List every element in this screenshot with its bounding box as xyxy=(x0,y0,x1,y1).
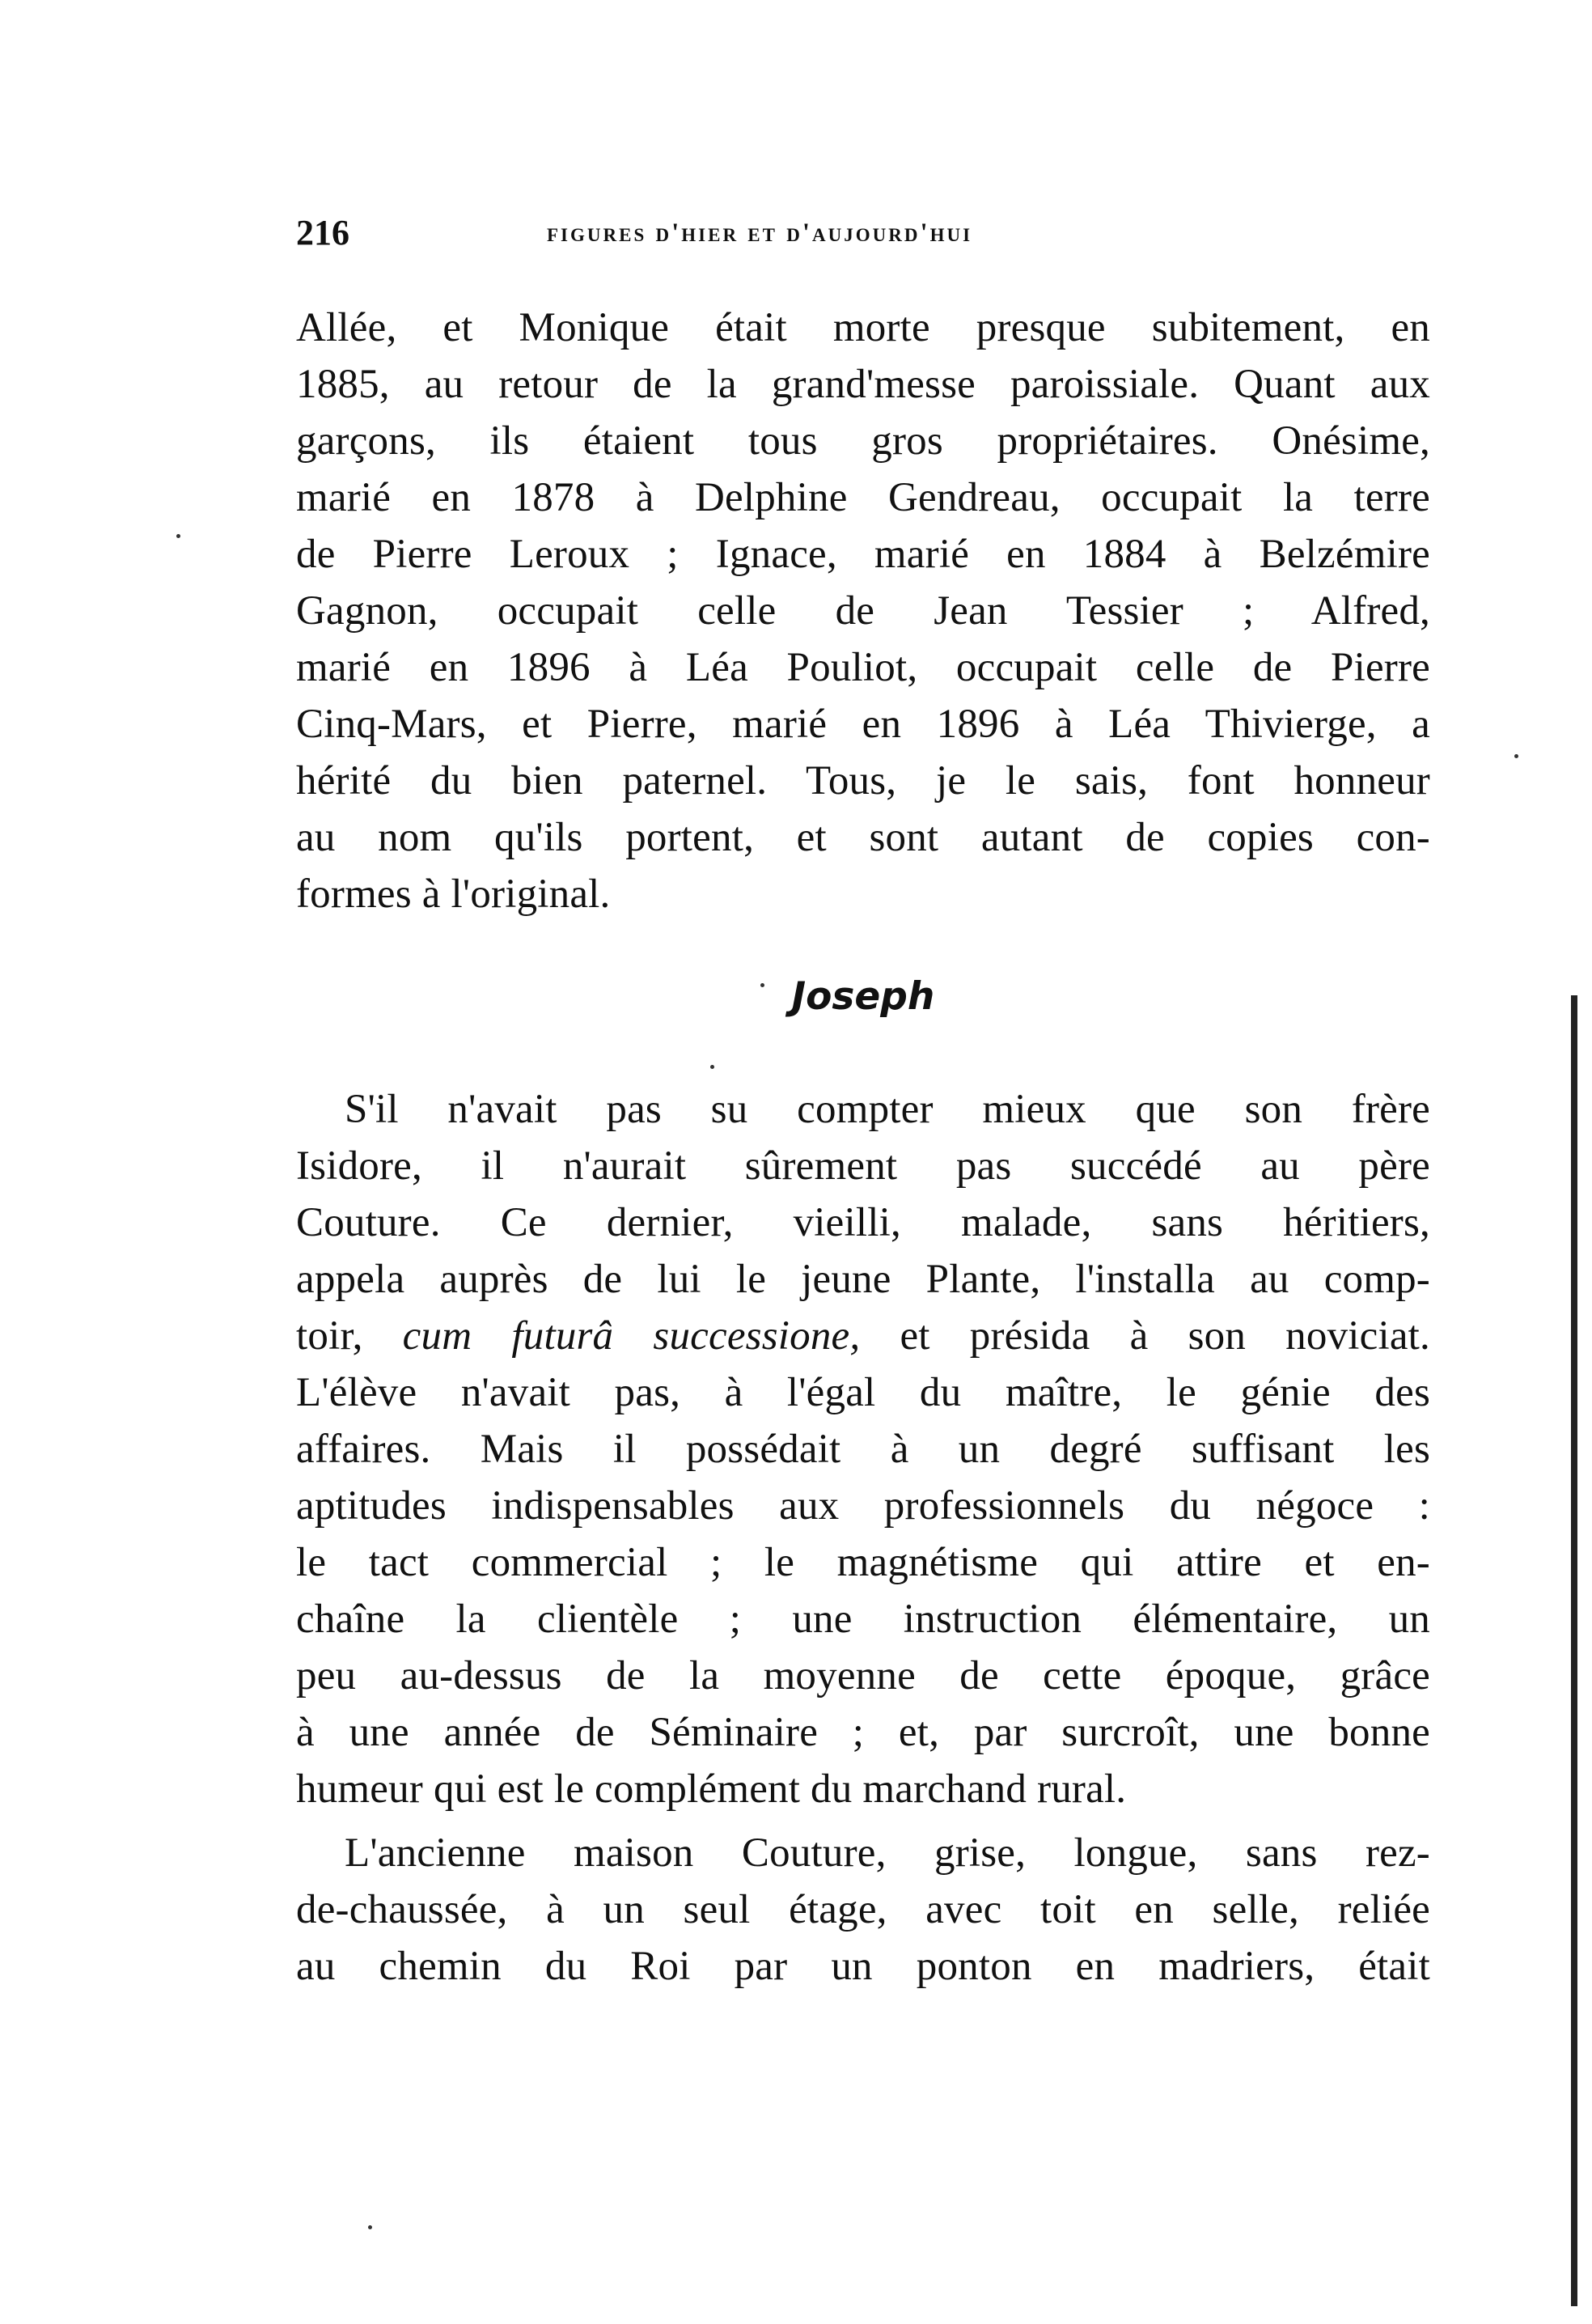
text-line: Allée, et Monique était morte presque subitement, en xyxy=(296,305,1430,350)
scan-margin-shadow xyxy=(1571,995,1577,2306)
text-fragment: et présida à son noviciat. xyxy=(900,1313,1430,1359)
scan-speck xyxy=(710,1065,714,1069)
text-line: au chemin du Roi par un ponton en madriers, était xyxy=(296,1944,1430,1989)
running-title: figures d'hier et d'aujourd'hui xyxy=(547,218,973,248)
latin-phrase: cum futurâ successione, xyxy=(402,1313,861,1359)
text-line: hérité du bien paternel. Tous, je le sais, font honneur xyxy=(296,758,1430,804)
text-line: le tact commercial ; le magnétisme qui attire et en- xyxy=(296,1540,1430,1585)
page-header xyxy=(296,209,1430,257)
text-line: marié en 1878 à Delphine Gendreau, occupait la terre xyxy=(296,475,1430,520)
scan-speck xyxy=(176,534,180,538)
scan-speck xyxy=(1514,754,1518,758)
text-line: à une année de Séminaire ; et, par surcroît, une bonne xyxy=(296,1710,1430,1755)
section-heading: Joseph xyxy=(791,974,935,1019)
text-line: S'il n'avait pas su compter mieux que son frère xyxy=(345,1087,1430,1132)
scan-speck xyxy=(368,2225,372,2229)
text-line: Gagnon, occupait celle de Jean Tessier ; Alfred, xyxy=(296,588,1430,634)
text-line: Cinq-Mars, et Pierre, marié en 1896 à Léa Thivierge, a xyxy=(296,702,1430,747)
text-line-latin xyxy=(296,1308,1430,1364)
text-line: Isidore, il n'aurait sûrement pas succédé au père xyxy=(296,1143,1430,1189)
text-line: Couture. Ce dernier, vieilli, malade, sans héritiers, xyxy=(296,1200,1430,1245)
text-line: affaires. Mais il possédait à un degré suffisant les xyxy=(296,1427,1430,1472)
text-line: garçons, ils étaient tous gros propriétaires. Onésime, xyxy=(296,418,1430,464)
text-line: L'élève n'avait pas, à l'égal du maître, le génie des xyxy=(296,1370,1430,1415)
text-line: appela auprès de lui le jeune Plante, l'installa au comp- xyxy=(296,1257,1430,1302)
text-line: peu au-dessus de la moyenne de cette époque, grâce xyxy=(296,1653,1430,1698)
text-fragment: toir, xyxy=(296,1313,363,1359)
text-line: formes à l'original. xyxy=(296,872,611,917)
page-number: 216 xyxy=(296,213,349,252)
text-line: chaîne la clientèle ; une instruction élémentaire, un xyxy=(296,1597,1430,1642)
text-line: aptitudes indispensables aux professionnels du négoce : xyxy=(296,1483,1430,1529)
text-line: humeur qui est le complément du marchand rural. xyxy=(296,1766,1127,1812)
text-line: 1885, au retour de la grand'messe paroissiale. Quant aux xyxy=(296,362,1430,407)
paragraph-joseph xyxy=(296,1081,1430,1817)
scan-speck xyxy=(760,983,764,987)
paragraph-maison xyxy=(296,1825,1430,1995)
paragraph-allee xyxy=(296,299,1430,922)
text-line: L'ancienne maison Couture, grise, longue, sans rez- xyxy=(345,1830,1430,1876)
text-line: au nom qu'ils portent, et sont autant de copies con- xyxy=(296,815,1430,860)
text-line: de Pierre Leroux ; Ignace, marié en 1884 à Belzémire xyxy=(296,532,1430,577)
text-line: marié en 1896 à Léa Pouliot, occupait celle de Pierre xyxy=(296,645,1430,690)
text-line: de-chaussée, à un seul étage, avec toit en selle, reliée xyxy=(296,1887,1430,1932)
